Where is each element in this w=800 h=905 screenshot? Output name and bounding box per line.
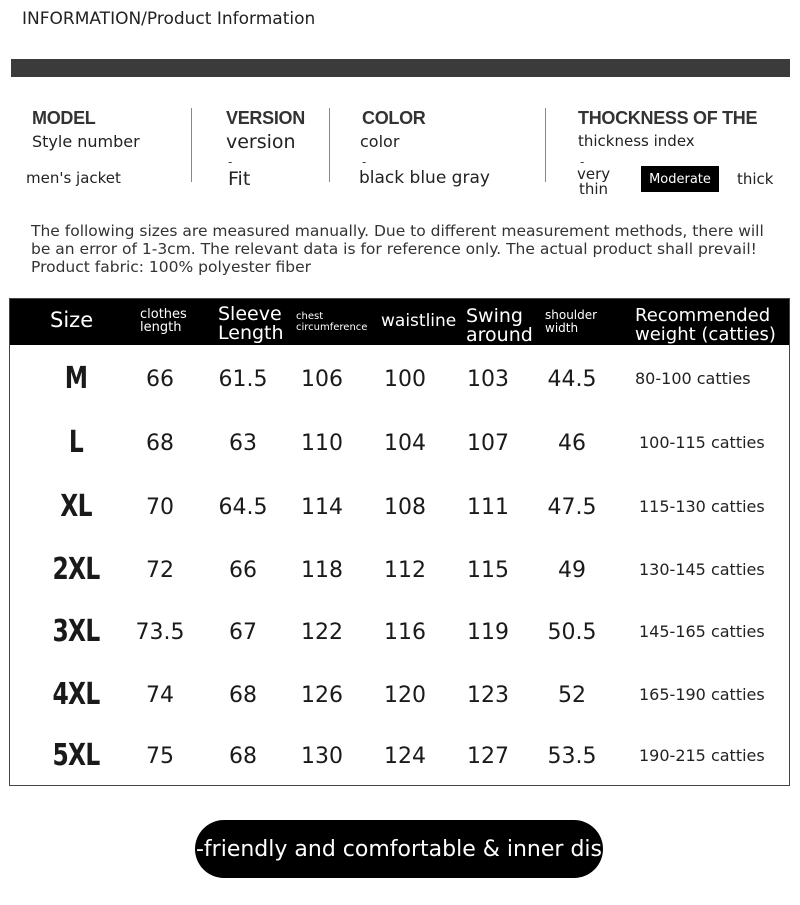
header-weight <box>635 306 776 344</box>
cell-waistline: 100 <box>384 367 426 392</box>
cell-sleeve-length: 68 <box>229 683 257 708</box>
color-dash: - <box>362 155 367 169</box>
cell-recommended-weight: 130-145 catties <box>639 560 765 579</box>
header-swing-line2: around <box>466 324 533 346</box>
version-value: Fit <box>228 168 251 190</box>
header-clothes-length-line1: clothes <box>140 307 187 322</box>
cell-chest: 114 <box>301 495 343 520</box>
thickness-option-very: very <box>577 165 611 183</box>
cell-shoulder: 49 <box>558 558 586 583</box>
cell-shoulder: 52 <box>558 683 586 708</box>
color-sub: color <box>360 132 400 151</box>
thickness-option-moderate-selected: Moderate <box>641 166 719 192</box>
color-heading: COLOR <box>362 108 426 128</box>
header-weight-line1: Recommended <box>635 305 771 326</box>
cell-waistline: 112 <box>384 558 426 583</box>
section-title: INFORMATION/Product Information <box>22 9 316 29</box>
model-heading: MODEL <box>32 108 96 128</box>
header-shoulder-line2: width <box>545 321 579 335</box>
version-heading: VERSION <box>226 108 305 128</box>
cell-waistline: 124 <box>384 744 426 769</box>
cell-size: M <box>64 361 88 396</box>
header-swing-line1: Swing <box>466 305 523 327</box>
cell-sleeve-length: 67 <box>229 620 257 645</box>
cell-shoulder: 47.5 <box>547 495 597 520</box>
cell-sleeve-length: 63 <box>229 431 257 456</box>
cell-sleeve-length: 68 <box>229 744 257 769</box>
cell-chest: 118 <box>301 558 343 583</box>
thickness-option-very-thin <box>577 167 610 197</box>
cell-size: 3XL <box>52 614 100 649</box>
header-swing <box>466 307 533 345</box>
header-divider-bar <box>11 59 790 77</box>
header-weight-line2: weight (catties) <box>635 324 776 345</box>
cell-size: 5XL <box>52 738 100 773</box>
cell-clothes-length: 68 <box>146 431 174 456</box>
cell-swing: 103 <box>467 367 509 392</box>
header-sleeve-line2: Length <box>218 322 284 344</box>
cell-recommended-weight: 115-130 catties <box>639 497 765 516</box>
header-shoulder-line1: shoulder <box>545 308 598 322</box>
cell-shoulder: 46 <box>558 431 586 456</box>
cell-shoulder: 50.5 <box>547 620 597 645</box>
cell-chest: 110 <box>301 431 343 456</box>
version-dash: - <box>228 155 233 169</box>
cell-waistline: 120 <box>384 683 426 708</box>
cell-swing: 127 <box>467 744 509 769</box>
header-clothes-length-line2: length <box>140 320 182 335</box>
cell-waistline: 116 <box>384 620 426 645</box>
cell-waistline: 108 <box>384 495 426 520</box>
cell-shoulder: 44.5 <box>547 367 597 392</box>
thickness-heading: THOCKNESS OF THE <box>578 108 758 128</box>
header-shoulder <box>545 309 597 335</box>
cell-chest: 122 <box>301 620 343 645</box>
cell-recommended-weight: 100-115 catties <box>639 433 765 452</box>
version-sub: version <box>226 131 296 153</box>
header-chest <box>296 311 367 333</box>
cell-recommended-weight: 190-215 catties <box>639 746 765 765</box>
header-sleeve-line1: Sleeve <box>218 303 282 325</box>
thickness-option-thick: thick <box>737 170 774 188</box>
info-divider <box>329 108 330 182</box>
info-divider <box>545 108 546 182</box>
cell-recommended-weight: 80-100 catties <box>635 369 751 388</box>
header-sleeve-length <box>218 305 284 343</box>
cell-recommended-weight: 165-190 catties <box>639 685 765 704</box>
cell-chest: 130 <box>301 744 343 769</box>
cell-swing: 123 <box>467 683 509 708</box>
cell-waistline: 104 <box>384 431 426 456</box>
cell-swing: 111 <box>467 495 509 520</box>
model-sub: Style number <box>32 132 140 151</box>
thickness-dash: - <box>580 155 585 169</box>
header-chest-line1: chest <box>296 311 324 322</box>
cell-sleeve-length: 64.5 <box>218 495 268 520</box>
cell-clothes-length: 66 <box>146 367 174 392</box>
cell-chest: 126 <box>301 683 343 708</box>
cell-recommended-weight: 145-165 catties <box>639 622 765 641</box>
cell-swing: 107 <box>467 431 509 456</box>
cell-sleeve-length: 66 <box>229 558 257 583</box>
cell-clothes-length: 70 <box>146 495 174 520</box>
cell-clothes-length: 75 <box>146 744 174 769</box>
cell-clothes-length: 73.5 <box>135 620 185 645</box>
cell-size: L <box>68 425 84 460</box>
promo-banner: -friendly and comfortable & inner dis <box>195 820 603 878</box>
cell-shoulder: 53.5 <box>547 744 597 769</box>
cell-clothes-length: 72 <box>146 558 174 583</box>
header-clothes-length <box>140 308 187 334</box>
cell-swing: 119 <box>467 620 509 645</box>
cell-size: XL <box>60 489 92 524</box>
cell-clothes-length: 74 <box>146 683 174 708</box>
cell-swing: 115 <box>467 558 509 583</box>
thickness-sub: thickness index <box>578 132 695 150</box>
color-value: black blue gray <box>359 168 490 188</box>
cell-sleeve-length: 61.5 <box>218 367 268 392</box>
header-size: Size <box>50 308 94 332</box>
measurement-notice: The following sizes are measured manually. Due to different measurement methods, there will be an error of 1-3cm. The relevant data is for reference only. The actual product shall prevail! Product fabric: 100% polyester fiber <box>31 222 764 276</box>
cell-size: 2XL <box>52 552 100 587</box>
header-waistline: waistline <box>381 311 457 331</box>
thickness-option-thin: thin <box>579 180 609 198</box>
cell-size: 4XL <box>52 677 100 712</box>
model-value: men's jacket <box>26 169 121 187</box>
info-divider <box>191 108 192 182</box>
header-chest-line2: circumference <box>296 322 368 333</box>
cell-chest: 106 <box>301 367 343 392</box>
